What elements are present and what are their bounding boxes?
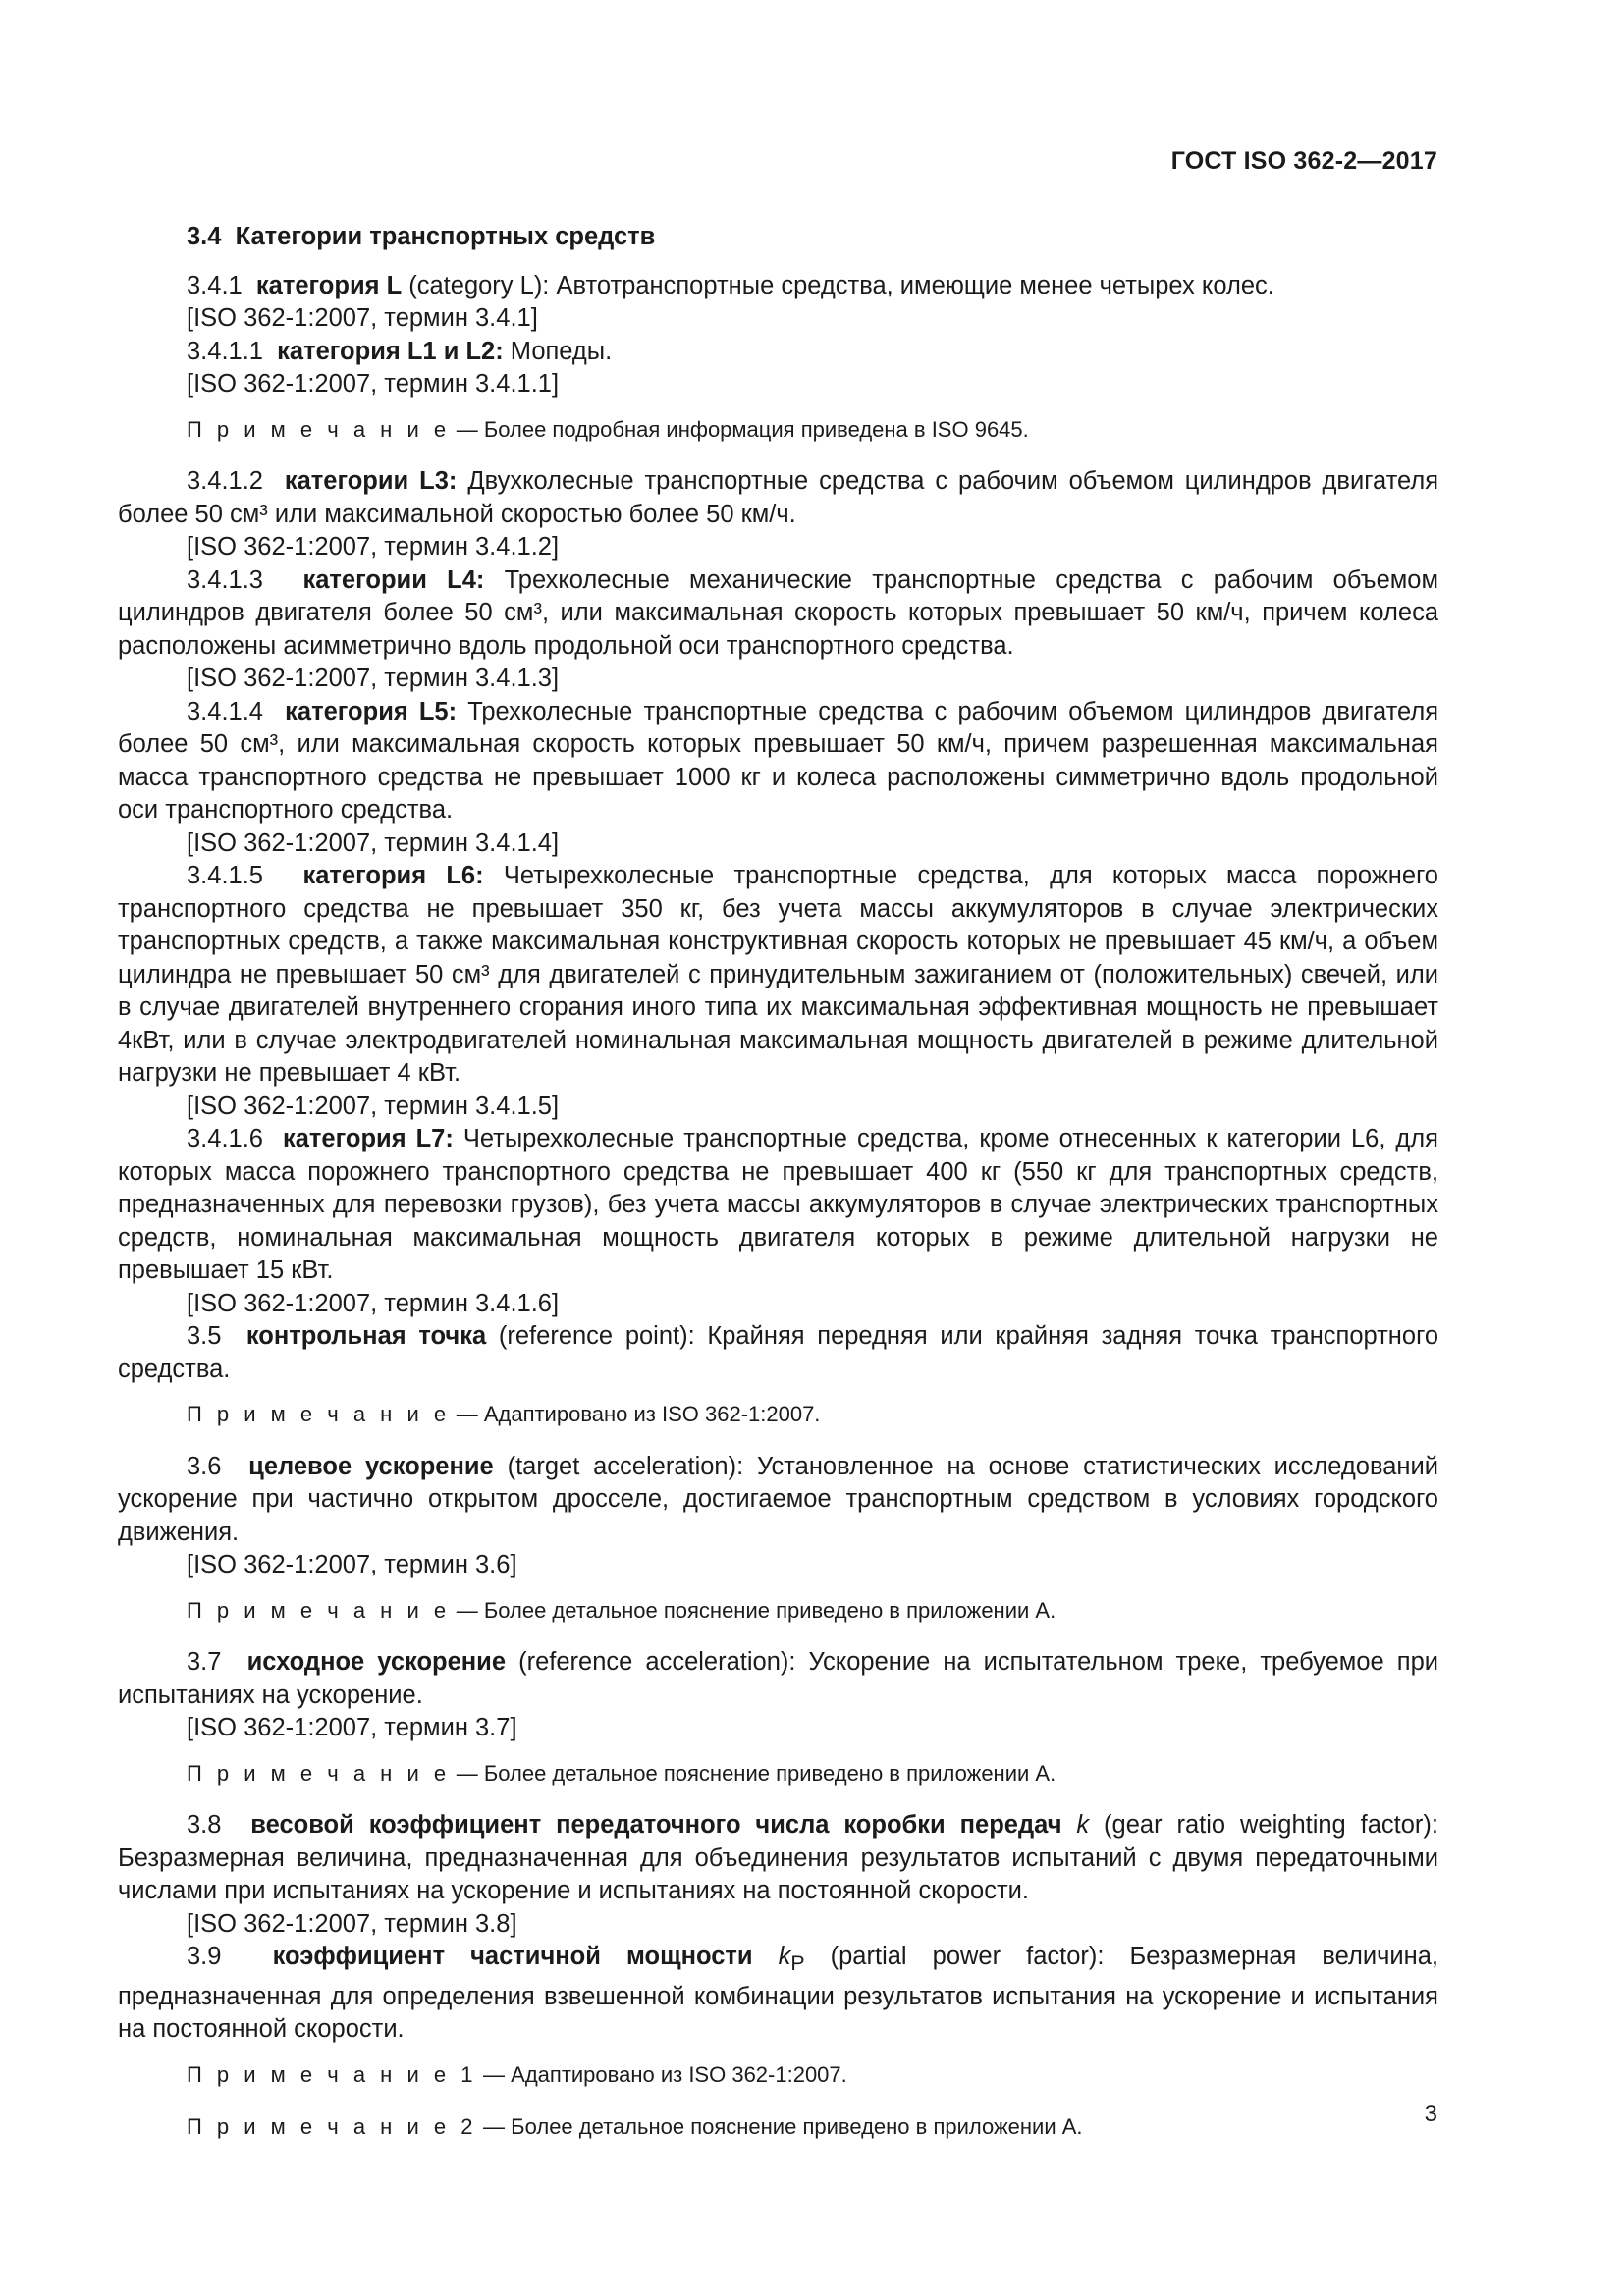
term-definition: (category L): Автотранспортные средства, имеющие менее четырех колес. bbox=[402, 271, 1274, 299]
term-name: коэффициент частичной мощности bbox=[272, 1943, 753, 1970]
term-3-5 bbox=[118, 1320, 1438, 1386]
term-3-4-1-3 bbox=[118, 564, 1438, 664]
term-source: [ISO 362-1:2007, термин 3.4.1.2] bbox=[187, 533, 560, 561]
term-definition: (partial power factor): Безразмерная величина, предназначенная для определения взвешенной комбинации результатов испытания на ускорение и испытания на постоянной скорости. bbox=[118, 1943, 1438, 2044]
section-number: 3.4 bbox=[187, 223, 222, 250]
term-3-8 bbox=[118, 1809, 1438, 1908]
note bbox=[118, 1398, 1438, 1431]
term-name: категория L1 и L2: bbox=[277, 337, 504, 365]
term-3-4-1-4 bbox=[118, 696, 1438, 828]
term-number: 3.4.1.6 bbox=[187, 1125, 263, 1152]
term-number: 3.4.1.2 bbox=[187, 467, 263, 495]
note-label: П р и м е ч а н и е 1 bbox=[187, 2061, 477, 2087]
term-name: целевое ускорение bbox=[248, 1452, 494, 1480]
term-number: 3.4.1 bbox=[187, 271, 243, 299]
term-symbol: k bbox=[1076, 1811, 1090, 1839]
note bbox=[118, 2058, 1438, 2092]
note bbox=[118, 2110, 1438, 2144]
term-number: 3.6 bbox=[187, 1452, 222, 1480]
term-3-4-1-5 bbox=[118, 860, 1438, 1091]
note-text: — Более подробная информация приведена в ISO 9645. bbox=[450, 416, 1029, 442]
note bbox=[118, 1594, 1438, 1628]
term-number: 3.4.1.5 bbox=[187, 862, 263, 889]
term-number: 3.4.1.3 bbox=[187, 565, 263, 594]
term-source: [ISO 362-1:2007, термин 3.4.1] bbox=[187, 304, 538, 332]
term-3-4-1-6 bbox=[118, 1123, 1438, 1288]
term-source: [ISO 362-1:2007, термин 3.4.1.5] bbox=[187, 1092, 560, 1120]
term-source: [ISO 362-1:2007, термин 3.7] bbox=[187, 1714, 517, 1741]
note-label: П р и м е ч а н и е bbox=[187, 1760, 451, 1786]
term-name: категория L6: bbox=[302, 862, 484, 889]
term-definition: Четырехколесные транспортные средства, кроме отнесенных к категории L6, для которых масса порожнего транспортного средства не превышает 400 кг (550 кг для транспортных средств, предназначенных для перевозки грузов), без учета массы аккумуляторов в случае электрических транспортных средств, номинальная максимальная мощность двигателя которых в режиме длительной нагрузки не превышает 15 кВт. bbox=[118, 1125, 1438, 1284]
term-source: [ISO 362-1:2007, термин 3.4.1.1] bbox=[187, 370, 560, 398]
term-definition: Трехколесные транспортные средства с рабочим объемом цилиндров двигателя более 50 см³, или максимальная скорость которых превышает 50 км/ч, причем разрешенная максимальная масса транспортного средства не превышает 1000 кг и колеса расположены симметрично вдоль продольной оси транспортного средства. bbox=[118, 697, 1439, 824]
note bbox=[118, 413, 1438, 447]
note-label: П р и м е ч а н и е 2 bbox=[187, 2114, 477, 2140]
document-id-header: ГОСТ ISO 362-2—2017 bbox=[1170, 147, 1437, 175]
term-number: 3.4.1.1 bbox=[187, 337, 263, 365]
note-label: П р и м е ч а н и е bbox=[187, 1402, 451, 1426]
document-body bbox=[118, 221, 1438, 2163]
term-definition: Мопеды. bbox=[503, 337, 613, 365]
term-definition: Четырехколесные транспортные средства, для которых масса порожнего транспортного средства не превышает 350 кг, без учета массы аккумуляторов в случае электрических транспортных средств, а также максимальная конструктивная скорость которых не превышает 45 км/ч, а объем цилиндра не превышает 50 см³ для двигателей с принудительным зажиганием от (положительных) свечей, или в случае двигателей внутреннего сгорания иного типа их максимальная эффективная мощность не превышает 4кВт, или в случае электродвигателей номинальная максимальная мощность двигателей в режиме длительной нагрузки не превышает 4 кВт. bbox=[118, 862, 1438, 1087]
term-definition: (gear ratio weighting factor): Безразмерная величина, предназначенная для объединения результатов испытаний с двумя передаточными числами при испытаниях на ускорение и испытаниях на постоянной скорости. bbox=[118, 1811, 1438, 1904]
note-label: П р и м е ч а н и е bbox=[187, 416, 451, 442]
term-name: категории L3: bbox=[284, 467, 458, 495]
term-definition: (target acceleration): Установленное на основе статистических исследований ускорение при частично открытом дросселе, достигаемое транспортным средством в условиях городского движения. bbox=[118, 1452, 1438, 1546]
term-name: категория L5: bbox=[285, 697, 458, 725]
term-source: [ISO 362-1:2007, термин 3.4.1.3] bbox=[187, 665, 560, 692]
note-text: — Адаптировано из ISO 362-1:2007. bbox=[476, 2061, 847, 2087]
note-text: — Более детальное пояснение приведено в приложении А. bbox=[476, 2114, 1083, 2140]
term-3-4-1-1 bbox=[118, 336, 1438, 369]
term-name: весовой коэффициент передаточного числа коробки передач bbox=[250, 1811, 1062, 1839]
term-definition: (reference point): Крайняя передняя или крайняя задняя точка транспортного средства. bbox=[118, 1322, 1438, 1383]
term-3-4-1 bbox=[118, 270, 1438, 303]
term-definition: (reference acceleration): Ускорение на испытательном треке, требуемое при испытаниях на ускорение. bbox=[118, 1648, 1438, 1709]
term-definition: Двухколесные транспортные средства с рабочим объемом цилиндров двигателя более 50 см³ или максимальной скоростью более 50 км/ч. bbox=[118, 467, 1439, 528]
term-3-7 bbox=[118, 1646, 1438, 1712]
term-name: категория L bbox=[255, 271, 403, 299]
term-number: 3.4.1.4 bbox=[187, 697, 263, 725]
term-number: 3.8 bbox=[187, 1811, 222, 1839]
note-text: — Более детальное пояснение приведено в приложении А. bbox=[450, 1760, 1056, 1786]
section-heading bbox=[118, 221, 1438, 254]
term-name: исходное ускорение bbox=[246, 1648, 507, 1676]
term-number: 3.9 bbox=[187, 1943, 222, 1970]
term-name: категория L7: bbox=[282, 1125, 454, 1152]
term-name: контрольная точка bbox=[245, 1322, 487, 1350]
note-text: — Более детальное пояснение приведено в приложении А. bbox=[450, 1597, 1056, 1623]
note-text: — Адаптировано из ISO 362-1:2007. bbox=[450, 1402, 821, 1426]
term-3-4-1-2 bbox=[118, 465, 1438, 531]
term-symbol: k bbox=[778, 1943, 791, 1970]
section-title: Категории транспортных средств bbox=[235, 223, 656, 250]
term-name: категории L4: bbox=[302, 565, 485, 594]
term-definition: Трехколесные механические транспортные средства с рабочим объемом цилиндров двигателя более 50 см³, или максимальная скорость которых превышает 50 км/ч, причем колеса расположены асимметрично вдоль продольной оси транспортного средства. bbox=[118, 565, 1438, 660]
term-source: [ISO 362-1:2007, термин 3.4.1.6] bbox=[187, 1289, 560, 1317]
term-source: [ISO 362-1:2007, термин 3.6] bbox=[187, 1551, 517, 1578]
term-symbol-subscript: P bbox=[790, 1951, 805, 1976]
note bbox=[118, 1757, 1438, 1790]
note-label: П р и м е ч а н и е bbox=[187, 1597, 451, 1623]
term-source: [ISO 362-1:2007, термин 3.8] bbox=[187, 1909, 517, 1938]
term-3-9 bbox=[118, 1941, 1438, 2047]
term-number: 3.5 bbox=[187, 1322, 222, 1350]
page-number: 3 bbox=[1424, 2101, 1437, 2127]
term-number: 3.7 bbox=[187, 1648, 222, 1676]
term-source: [ISO 362-1:2007, термин 3.4.1.4] bbox=[187, 828, 560, 857]
term-3-6 bbox=[118, 1451, 1438, 1550]
